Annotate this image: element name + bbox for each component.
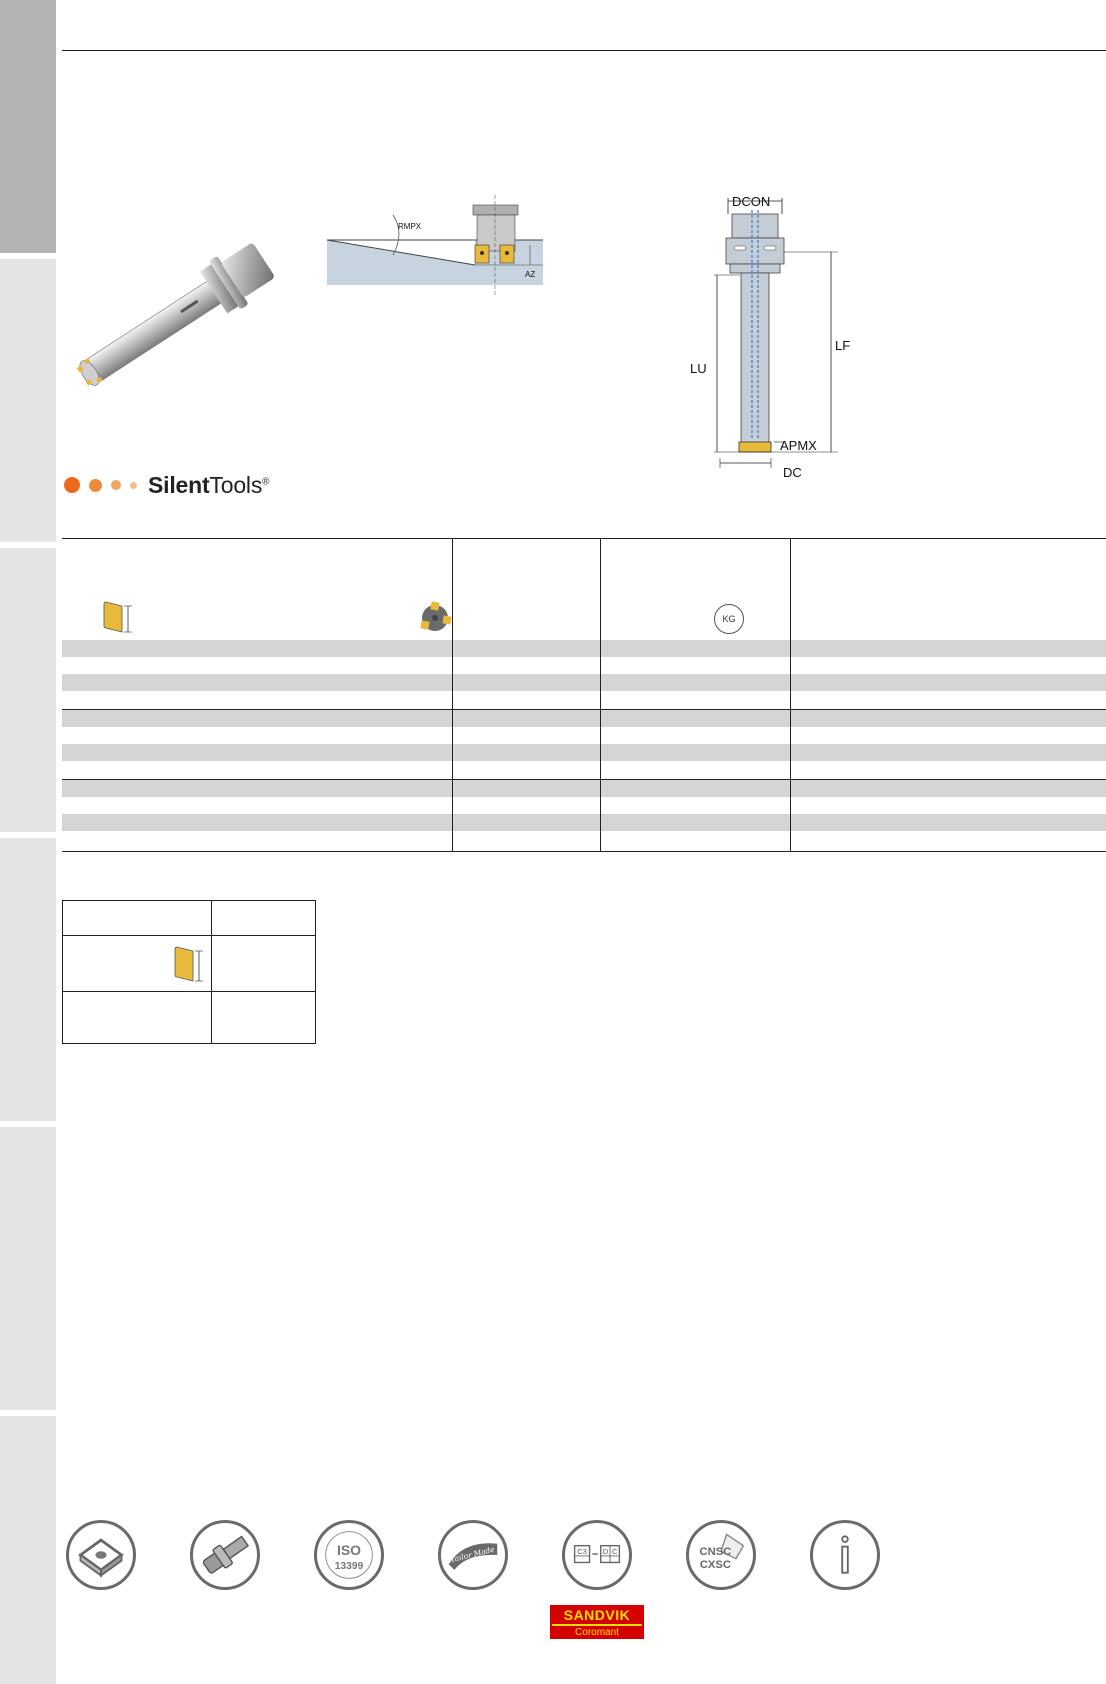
logo-dot-4 bbox=[130, 482, 137, 489]
small-table-rule bbox=[63, 991, 315, 992]
tailor-made-icon[interactable] bbox=[438, 1520, 508, 1590]
side-tab-3[interactable] bbox=[0, 548, 56, 832]
column-divider bbox=[452, 538, 453, 852]
column-divider bbox=[600, 538, 601, 852]
column-divider bbox=[790, 538, 791, 852]
tool-holder-icon[interactable] bbox=[190, 1520, 260, 1590]
table-row bbox=[62, 780, 1106, 797]
insert-icon[interactable] bbox=[66, 1520, 136, 1590]
cnsc-cxsc-glyph bbox=[693, 1527, 749, 1583]
tailor-made-glyph bbox=[445, 1527, 501, 1583]
apmx-label: APMX bbox=[780, 438, 817, 453]
dc-label: DC bbox=[783, 465, 802, 480]
end-mill-tool-image bbox=[62, 225, 292, 400]
cnsc-text: CNSC bbox=[699, 1546, 732, 1558]
coupling-c3: C3 bbox=[577, 1547, 587, 1557]
insert-glyph bbox=[73, 1527, 129, 1583]
side-tab-milling[interactable] bbox=[0, 0, 56, 253]
iso-text: ISO bbox=[336, 1542, 362, 1558]
table-bottom-rule bbox=[62, 851, 1106, 852]
tailor-made-text: Tailor Made bbox=[449, 1544, 496, 1565]
rmpx-label: RMPX bbox=[398, 222, 422, 231]
side-tab-4[interactable] bbox=[0, 838, 56, 1121]
table-row bbox=[62, 710, 1106, 727]
ramping-angle-diagram bbox=[325, 195, 545, 300]
side-tab-5[interactable] bbox=[0, 1127, 56, 1410]
tool-dimension-drawing bbox=[690, 190, 880, 490]
small-table-divider bbox=[211, 901, 212, 1043]
cxsc-text: CXSC bbox=[699, 1559, 731, 1572]
table-row bbox=[62, 674, 1106, 691]
logo-dot-3 bbox=[111, 480, 121, 490]
table-row bbox=[62, 814, 1106, 831]
bottom-nav-icons bbox=[66, 1520, 896, 1592]
cnsc-cxsc-icon[interactable] bbox=[686, 1520, 756, 1590]
sandvik-wordmark: SANDVIK bbox=[552, 1607, 642, 1624]
product-table bbox=[62, 538, 1106, 852]
info-icon[interactable] bbox=[810, 1520, 880, 1590]
sandvik-coromant-logo bbox=[550, 1605, 644, 1639]
header-rule bbox=[62, 50, 1106, 51]
logo-dot-2 bbox=[89, 479, 102, 492]
silent-tools-logo bbox=[64, 470, 269, 500]
coupling-d: D bbox=[602, 1547, 609, 1557]
logo-dot-1 bbox=[64, 477, 80, 493]
holder-glyph bbox=[197, 1527, 253, 1583]
info-glyph bbox=[817, 1527, 873, 1583]
coupling-code-glyph bbox=[569, 1527, 625, 1583]
table-row bbox=[62, 640, 1106, 657]
lu-label: LU bbox=[690, 361, 707, 376]
table-row bbox=[62, 744, 1106, 761]
spare-parts-table bbox=[62, 900, 316, 1044]
iso-glyph bbox=[321, 1527, 377, 1583]
iso-13399-icon[interactable] bbox=[314, 1520, 384, 1590]
silent-tools-wordmark: SilentTools® bbox=[148, 471, 270, 498]
iso-number: 13399 bbox=[334, 1561, 364, 1572]
coupling-code-icon[interactable] bbox=[562, 1520, 632, 1590]
lf-label: LF bbox=[835, 338, 851, 353]
side-tab-2[interactable] bbox=[0, 259, 56, 542]
insert-icon bbox=[102, 600, 134, 634]
dcon-label: DCON bbox=[732, 194, 771, 209]
side-tab-6[interactable] bbox=[0, 1416, 56, 1684]
coromant-wordmark: Coromant bbox=[552, 1624, 642, 1637]
coupling-c: C bbox=[612, 1547, 618, 1557]
insert-icon bbox=[173, 945, 205, 983]
weight-kg-icon: KG bbox=[714, 604, 744, 634]
side-tab-strip bbox=[0, 0, 56, 1684]
table-top-rule bbox=[62, 538, 1106, 539]
small-table-rule bbox=[63, 935, 315, 936]
cutter-icon bbox=[418, 601, 452, 635]
az-label: AZ bbox=[525, 270, 536, 279]
